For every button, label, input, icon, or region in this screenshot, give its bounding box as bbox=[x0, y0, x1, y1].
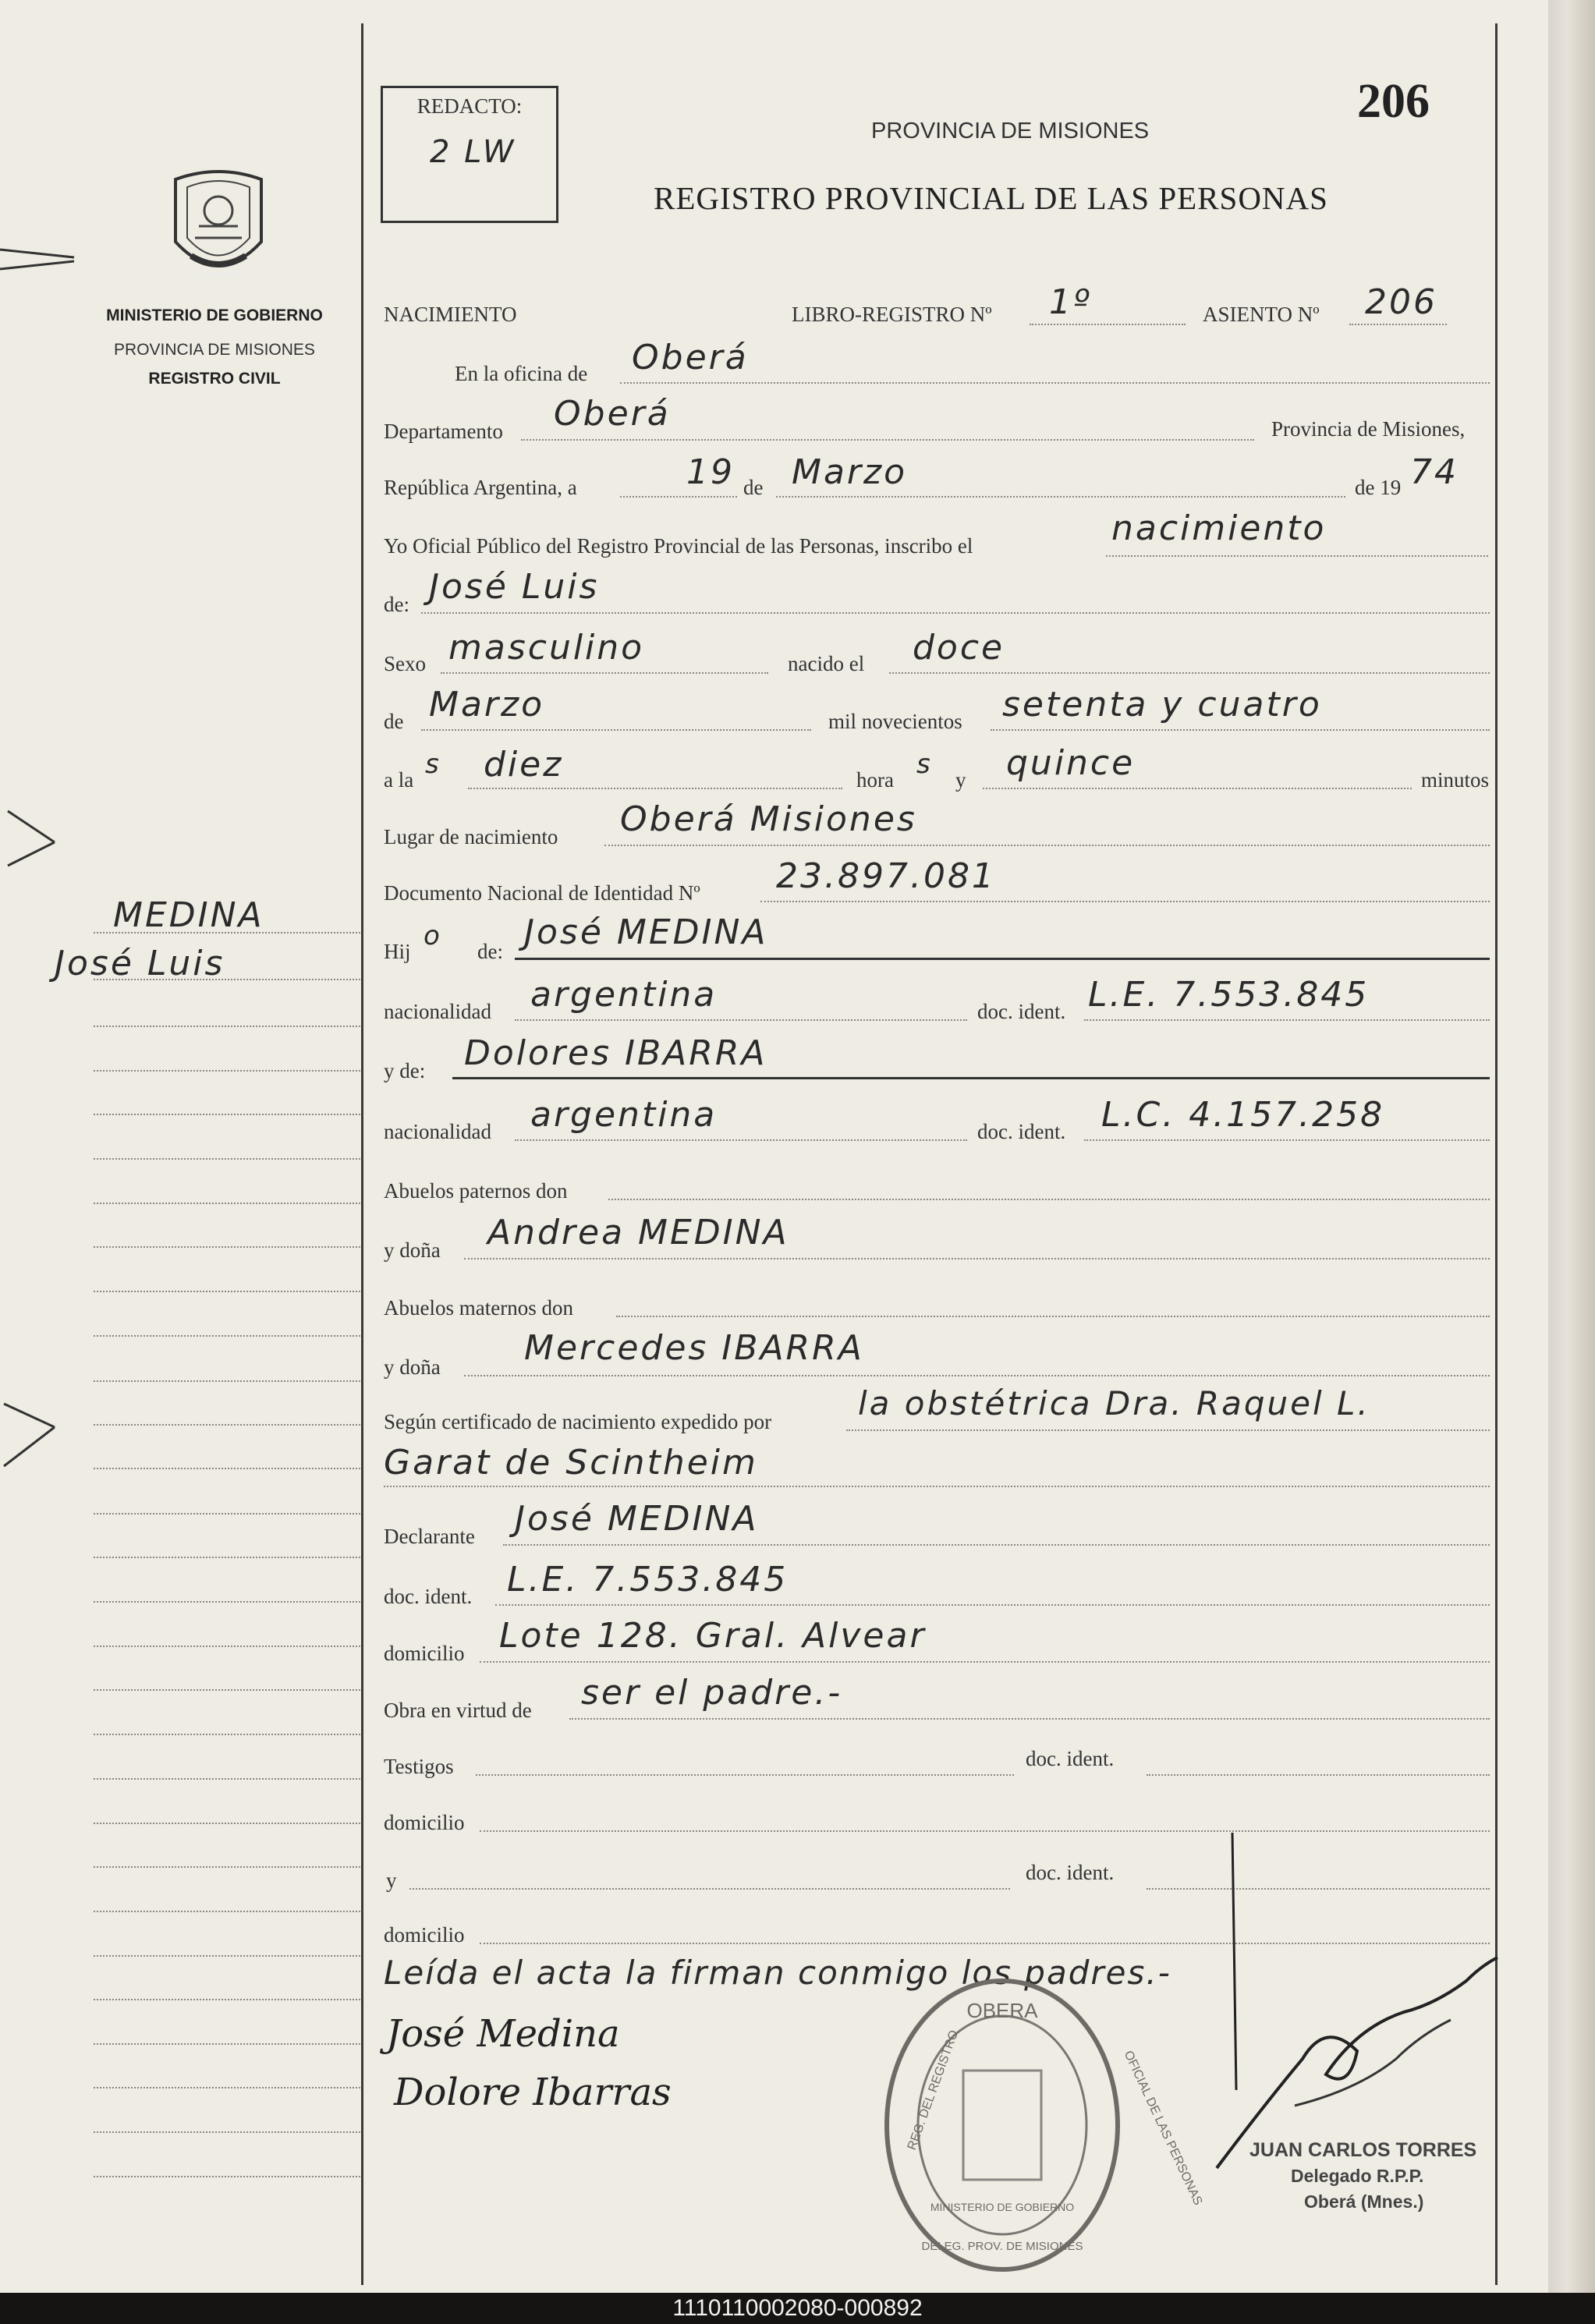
dona-materna-label: y doña bbox=[384, 1355, 441, 1379]
departamento-value: Oberá bbox=[554, 394, 671, 434]
archive-code: 1110110002080-000892 bbox=[672, 2295, 923, 2321]
sexo-value: masculino bbox=[448, 628, 645, 668]
seal-text-right: OFICIAL DE LAS PERSONAS bbox=[1121, 2049, 1205, 2208]
domicilio-testigo2-label: domicilio bbox=[384, 1923, 465, 1947]
anio-texto-value: setenta y cuatro bbox=[1002, 685, 1322, 724]
record-type: NACIMIENTO bbox=[384, 303, 517, 326]
province-title: PROVINCIA DE MISIONES bbox=[871, 119, 1150, 143]
closing-line: Leída el acta la firman conmigo los padres.- bbox=[384, 1954, 1171, 1992]
testigos-label: Testigos bbox=[384, 1755, 454, 1778]
doc-padre-label: doc. ident. bbox=[977, 1000, 1066, 1023]
libro-value: 1º bbox=[1049, 282, 1092, 322]
declarante-label: Declarante bbox=[384, 1525, 475, 1548]
libro-label: LIBRO-REGISTRO Nº bbox=[792, 303, 992, 326]
dni-value: 23.897.081 bbox=[776, 856, 996, 896]
seal-text-bottom: DELEG. PROV. DE MISIONES bbox=[921, 2240, 1083, 2253]
redacto-label: REDACTO: bbox=[416, 94, 523, 118]
doc-padre-value: L.E. 7.553.845 bbox=[1088, 975, 1370, 1015]
oficial-value: nacimiento bbox=[1111, 508, 1327, 548]
lugar-value: Oberá Misiones bbox=[620, 799, 917, 839]
abuela-materna-value: Mercedes IBARRA bbox=[524, 1328, 864, 1368]
dona-paterna-label: y doña bbox=[384, 1238, 441, 1262]
oficina-label: En la oficina de bbox=[455, 362, 588, 385]
asiento-label: ASIENTO Nº bbox=[1203, 303, 1320, 326]
seal-text-left: REG. DEL REGISTRO bbox=[905, 2028, 962, 2152]
certificado-value-2: Garat de Scintheim bbox=[384, 1443, 758, 1483]
redacto-value: 2 LW bbox=[430, 134, 516, 170]
hijo-de-label: de: bbox=[477, 940, 503, 963]
obra-label: Obra en virtud de bbox=[384, 1699, 532, 1722]
declarante-value: José MEDINA bbox=[515, 1499, 759, 1539]
official-seal-icon bbox=[877, 1969, 1205, 2281]
abuelos-paternos-label: Abuelos paternos don bbox=[384, 1179, 568, 1203]
mes-value: Marzo bbox=[792, 452, 908, 492]
official-name: JUAN CARLOS TORRES bbox=[1249, 2139, 1477, 2161]
official-role: Delegado R.P.P. bbox=[1291, 2166, 1424, 2186]
de2-label: de bbox=[384, 710, 404, 733]
hora-label: hora bbox=[856, 768, 894, 792]
a-la-label: a la bbox=[384, 768, 414, 792]
page-number: 206 bbox=[1357, 75, 1430, 128]
provincial-emblem-icon bbox=[160, 164, 277, 289]
doc-declarante-value: L.E. 7.553.845 bbox=[507, 1560, 789, 1600]
minutos-label: minutos bbox=[1421, 768, 1490, 792]
doc-testigo1-label: doc. ident. bbox=[1026, 1747, 1115, 1770]
abuelos-maternos-label: Abuelos maternos don bbox=[384, 1296, 573, 1320]
obra-value: ser el padre.- bbox=[581, 1673, 843, 1713]
margin-name: José Luis bbox=[55, 944, 225, 983]
de-colon-label: de: bbox=[384, 593, 409, 616]
hora-texto-value: diez bbox=[484, 745, 564, 785]
de-label: de bbox=[743, 476, 764, 499]
nacionalidad-padre-value: argentina bbox=[530, 975, 718, 1015]
domicilio-label: domicilio bbox=[384, 1642, 465, 1665]
province-label: PROVINCIA DE MISIONES bbox=[114, 341, 315, 359]
hijo-label: Hij bbox=[384, 940, 411, 963]
redacto-box bbox=[381, 86, 558, 223]
registry-title: REGISTRO PROVINCIAL DE LAS PERSONAS bbox=[654, 180, 1328, 216]
abuela-paterna-value: Andrea MEDINA bbox=[487, 1213, 789, 1252]
page-edge bbox=[1548, 0, 1595, 2293]
official-signature bbox=[1201, 1825, 1513, 2176]
seal-text-inner: MINISTERIO DE GOBIERNO bbox=[930, 2201, 1075, 2213]
domicilio-testigo1-label: domicilio bbox=[384, 1811, 465, 1834]
hora-suffix: s bbox=[916, 749, 933, 780]
margin-surname: MEDINA bbox=[113, 895, 264, 935]
nombre-value: José Luis bbox=[429, 567, 600, 607]
nacido-label: nacido el bbox=[788, 652, 865, 675]
mes2-value: Marzo bbox=[429, 685, 545, 724]
year-value: 74 bbox=[1410, 452, 1459, 492]
asiento-value: 206 bbox=[1365, 282, 1437, 322]
doc-madre-value: L.C. 4.157.258 bbox=[1101, 1095, 1385, 1135]
emblem-text: MISIONES bbox=[197, 271, 239, 280]
minutos-value: quince bbox=[1006, 743, 1136, 783]
departamento-label: Departamento bbox=[384, 420, 503, 443]
oficial-label: Yo Oficial Público del Registro Provincial de las Personas, inscribo el bbox=[384, 534, 973, 558]
provincia-suffix: Provincia de Misiones, bbox=[1271, 417, 1466, 441]
doc-madre-label: doc. ident. bbox=[977, 1120, 1066, 1143]
republica-label: República Argentina, a bbox=[384, 476, 577, 499]
nacionalidad-madre-value: argentina bbox=[530, 1095, 718, 1135]
dni-label: Documento Nacional de Identidad Nº bbox=[384, 881, 700, 905]
de-year-label: de 19 bbox=[1355, 476, 1402, 499]
certificado-label: Según certificado de nacimiento expedido por bbox=[384, 1410, 772, 1433]
doc-declarante-label: doc. ident. bbox=[384, 1585, 473, 1608]
father-signature: José Medina bbox=[386, 2012, 620, 2056]
hijo-suffix: o bbox=[424, 920, 442, 951]
y-label: y bbox=[955, 768, 966, 792]
domicilio-value: Lote 128. Gral. Alvear bbox=[499, 1616, 927, 1656]
lugar-label: Lugar de nacimiento bbox=[384, 825, 558, 848]
sexo-label: Sexo bbox=[384, 652, 426, 675]
civil-registry-label: REGISTRO CIVIL bbox=[148, 370, 281, 388]
ministry-label: MINISTERIO DE GOBIERNO bbox=[106, 306, 323, 324]
seal-text-top: OBERA bbox=[966, 1999, 1038, 2022]
oficina-value: Oberá bbox=[632, 338, 749, 377]
mother-signature: Dolore Ibarras bbox=[394, 2071, 672, 2114]
certificado-value-1: la obstétrica Dra. Raquel L. bbox=[858, 1384, 1370, 1422]
mil-label: mil novecientos bbox=[828, 710, 962, 733]
madre-value: Dolores IBARRA bbox=[464, 1033, 767, 1073]
nacido-value: doce bbox=[913, 628, 1005, 668]
a-la-suffix: s bbox=[425, 749, 441, 780]
margin-divider bbox=[361, 23, 363, 2285]
nacionalidad-madre-label: nacionalidad bbox=[384, 1120, 491, 1143]
official-place: Oberá (Mnes.) bbox=[1304, 2191, 1424, 2212]
nacionalidad-padre-label: nacionalidad bbox=[384, 1000, 491, 1023]
y-testigo-label: y bbox=[386, 1869, 397, 1892]
padre-value: José MEDINA bbox=[524, 912, 768, 952]
doc-testigo2-label: doc. ident. bbox=[1026, 1861, 1115, 1884]
y-de-label: y de: bbox=[384, 1059, 426, 1082]
archive-code-bar bbox=[0, 2293, 1595, 2324]
dia-value: 19 bbox=[686, 452, 735, 492]
